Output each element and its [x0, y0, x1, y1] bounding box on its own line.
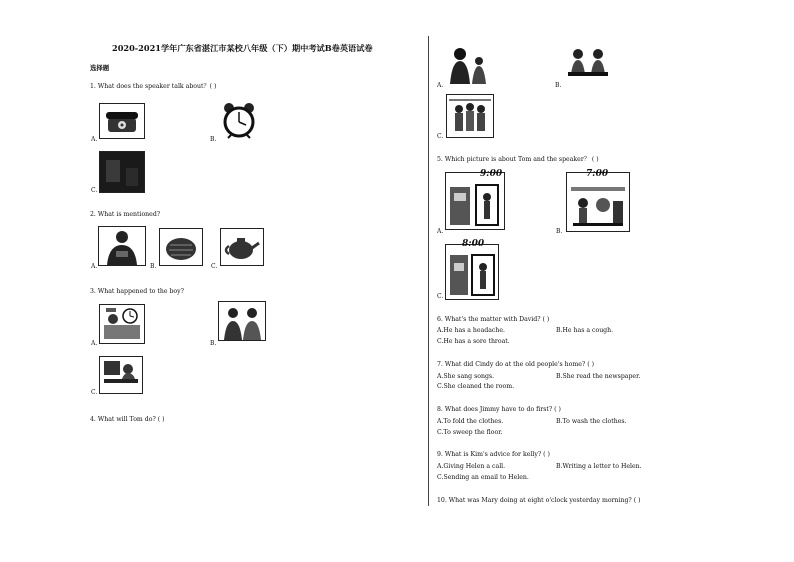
- question-6-option-c: C.He has a sore throat.: [437, 338, 510, 345]
- question-3: 3. What happened to the boy?: [90, 288, 184, 295]
- option-label-b: B.: [210, 340, 217, 347]
- option-label-a: A.: [91, 136, 98, 143]
- question-2: 2. What is mentioned?: [90, 211, 161, 218]
- question-8-option-c: C.To sweep the floor.: [437, 429, 503, 436]
- scene-picture-7am: [566, 169, 630, 232]
- clock-time-label: 9:00: [480, 169, 503, 179]
- section-heading: 选择题: [90, 64, 110, 72]
- scene-picture-9am: [445, 169, 505, 230]
- option-label-c: C.: [91, 187, 98, 194]
- question-9-option-b: B.Writing a letter to Helen.: [556, 463, 642, 470]
- question-1: 1. What does the speaker talk about？( ): [90, 83, 217, 90]
- option-label-a: A.: [437, 228, 444, 235]
- clock-time-label: 8:00: [462, 239, 485, 249]
- option-label-b: B.: [555, 82, 562, 89]
- question-6-option-a: A.He has a headache.: [437, 327, 505, 334]
- two-boys-picture: [218, 301, 266, 341]
- question-9-option-a: A.Giving Helen a call.: [437, 463, 506, 470]
- boy-with-clock-picture: [99, 304, 145, 344]
- option-label-a: A.: [91, 340, 98, 347]
- question-6-option-b: B.He has a cough.: [556, 327, 614, 334]
- option-label-c: C.: [91, 389, 98, 396]
- question-8: 8. What does Jimmy have to do first? ( ): [437, 406, 561, 413]
- boy-at-desk-picture: [99, 356, 143, 394]
- people-at-table-picture: [564, 44, 612, 82]
- family-picture: [446, 94, 494, 138]
- question-7-option-b: B.She read the newspaper.: [556, 373, 641, 380]
- option-label-a: A.: [91, 263, 98, 270]
- option-label-b: B.: [210, 136, 217, 143]
- question-10: 10. What was Mary doing at eight o'clock yesterday morning? ( ): [437, 497, 641, 504]
- question-9: 9. What is Kim's advice for kelly? ( ): [437, 451, 550, 458]
- dark-room-picture: [99, 151, 145, 193]
- alarm-clock-picture: [218, 101, 260, 139]
- question-8-option-b: B.To wash the clothes.: [556, 418, 627, 425]
- clock-time-label: 7:00: [586, 169, 609, 179]
- option-label-b: B.: [150, 263, 157, 270]
- option-label-c: C.: [437, 293, 444, 300]
- telephone-picture: [99, 103, 145, 139]
- question-5: 5. Which picture is about Tom and the speaker？ ( ): [437, 156, 599, 163]
- person-picture: [98, 226, 146, 266]
- question-4: 4. What will Tom do? ( ): [90, 416, 165, 423]
- scene-picture-8am: [445, 244, 499, 300]
- bread-picture: [159, 228, 203, 266]
- teapot-picture: [220, 228, 264, 266]
- question-7: 7. What did Cindy do at the old people's home? ( ): [437, 361, 594, 368]
- question-9-option-c: C.Sending an email to Helen.: [437, 474, 529, 481]
- mother-child-picture: [446, 44, 492, 84]
- option-label-a: A.: [437, 82, 444, 89]
- question-7-option-c: C.She cleaned the room.: [437, 383, 515, 390]
- option-label-b: B.: [556, 228, 563, 235]
- question-7-option-a: A.She sang songs.: [437, 373, 495, 380]
- column-divider: [428, 36, 429, 506]
- exam-title: 2020-2021学年广东省湛江市某校八年级（下）期中考试B卷英语试卷: [112, 43, 373, 53]
- option-label-c: C.: [211, 263, 218, 270]
- question-8-option-a: A.To fold the clothes.: [437, 418, 504, 425]
- question-6: 6. What's the matter with David? ( ): [437, 316, 550, 323]
- option-label-c: C.: [437, 133, 444, 140]
